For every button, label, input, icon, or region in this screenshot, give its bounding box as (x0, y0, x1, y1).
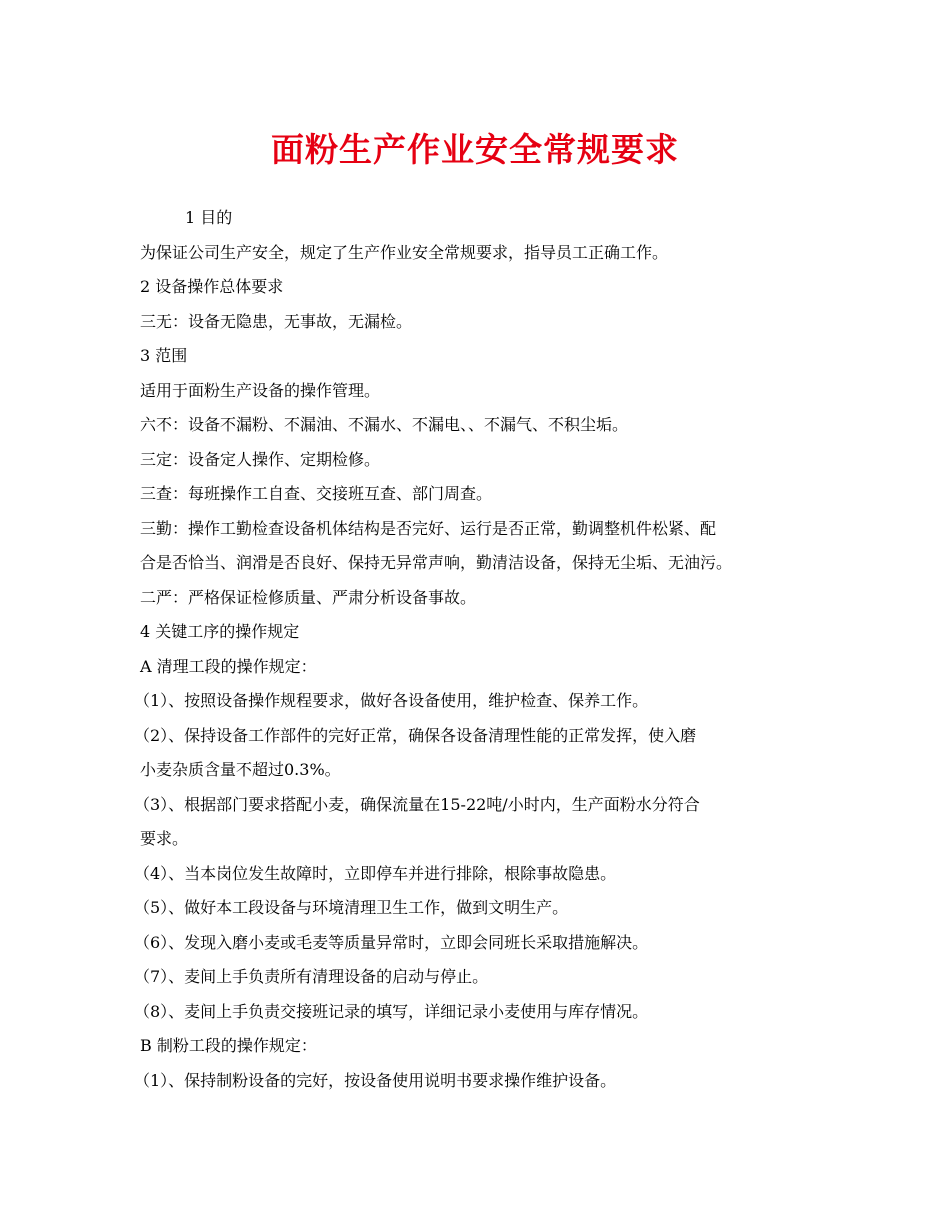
document-title: 面粉生产作业安全常规要求 (271, 130, 679, 169)
subsection-heading-milling: B 制粉工段的操作规定： (140, 1036, 317, 1055)
list-item-milling-1: （1）、保持制粉设备的完好，按设备使用说明书要求操作维护设备。 (134, 1070, 617, 1090)
list-item-cleaning-1: （1）、按照设备操作规程要求，做好各设备使用，维护检查、保养工作。 (134, 691, 649, 710)
subsection-heading-cleaning: A 清理工段的操作规定： (140, 656, 317, 676)
list-item-cleaning-8: （8）、麦间上手负责交接班记录的填写，详细记录小麦使用与库存情况。 (134, 1001, 649, 1021)
list-item-cleaning-3: （3）、根据部门要求搭配小麦，确保流量在15-22吨/小时内，生产面粉水分符合 (134, 794, 700, 814)
list-item-cleaning-3-cont: 要求。 (140, 829, 189, 848)
paragraph-two-strict: 二严：严格保证检修质量、严肃分析设备事故。 (140, 587, 477, 607)
paragraph-three-diligent: 三勤：操作工勤检查设备机体结构是否完好、运行是否正常，勤调整机件松紧、配 (140, 518, 717, 538)
list-item-cleaning-5: （5）、做好本工段设备与环境清理卫生工作，做到文明生产。 (134, 898, 569, 917)
document-body (134, 201, 830, 1098)
paragraph-six-not: 六不：设备不漏粉、不漏油、不漏水、不漏电、、不漏气、不积尘垢。 (140, 415, 629, 434)
paragraph-three-diligent-cont: 合是否恰当、润滑是否良好、保持无异常声响，勤清洁设备，保持无尘垢、无油污。 (140, 553, 733, 572)
list-item-cleaning-2: （2）、保持设备工作部件的完好正常，确保各设备清理性能的正常发挥，使入磨 (134, 725, 697, 745)
paragraph-three-check: 三查：每班操作工自查、交接班互查、部门周查。 (140, 484, 493, 503)
paragraph-three-fixed: 三定：设备定人操作、定期检修。 (140, 449, 381, 469)
section-heading-scope: 3 范围 (140, 346, 188, 365)
list-item-cleaning-4: （4）、当本岗位发生故障时，立即停车并进行排除，根除事故隐患。 (134, 863, 617, 883)
paragraph-scope: 适用于面粉生产设备的操作管理。 (140, 380, 381, 400)
list-item-cleaning-7: （7）、麦间上手负责所有清理设备的启动与停止。 (134, 967, 489, 986)
list-item-cleaning-2-cont: 小麦杂质含量不超过0.3%。 (140, 760, 341, 779)
list-item-cleaning-6: （6）、发现入磨小麦或毛麦等质量异常时，立即会同班长采取措施解决。 (134, 932, 649, 952)
paragraph-purpose: 为保证公司生产安全，规定了生产作业安全常规要求，指导员工正确工作。 (140, 242, 669, 262)
section-heading-purpose: 1 目的 (185, 208, 233, 227)
paragraph-three-none: 三无：设备无隐患，无事故，无漏检。 (140, 311, 413, 331)
section-heading-requirements: 2 设备操作总体要求 (140, 277, 284, 296)
section-heading-key-processes: 4 关键工序的操作规定 (140, 622, 300, 641)
